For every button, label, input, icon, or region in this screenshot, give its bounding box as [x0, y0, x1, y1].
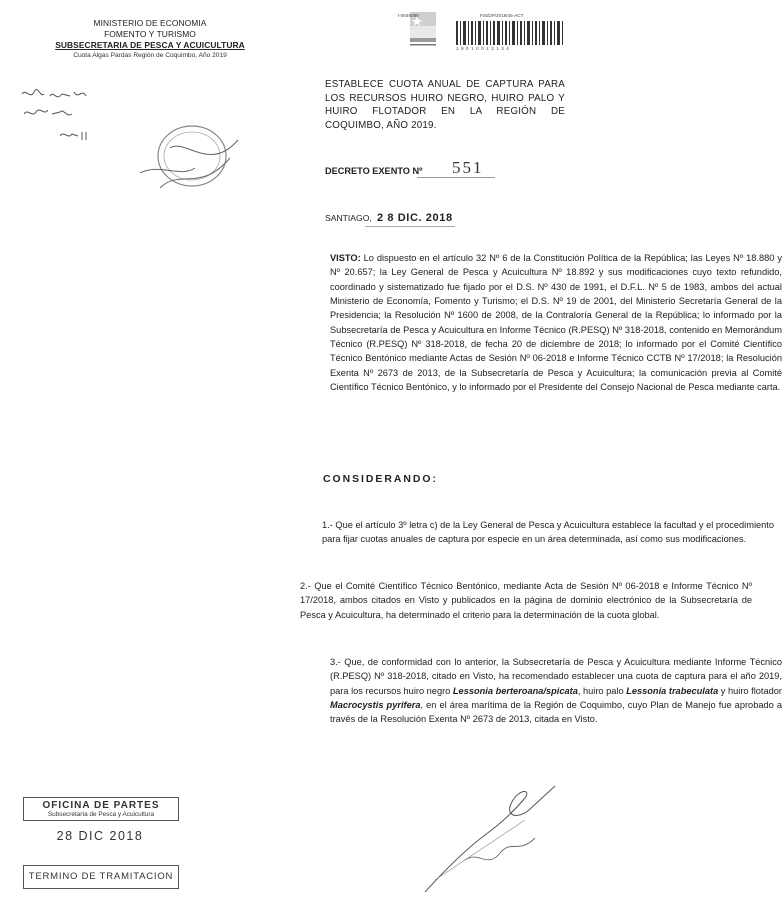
considerando-item-3: [100, 655, 782, 727]
item3-text-a: 3.- Que, de conformidad con lo anterior, la Subsecretaría de Pesca y Acuicultura mediante Informe Técnico (R.PESQ) Nº 318-2018, citado en Visto, ha recomendado establecer una cuota de captura para el año 2019, para los recursos huiro negro: [330, 657, 782, 696]
item3-text-c: y huiro flotador: [718, 685, 782, 696]
decreto-underline: [417, 177, 495, 178]
stamp-date: 28 DIC 2018: [56, 829, 144, 843]
considerando-item-2: 2.- Que el Comité Científico Técnico Bentónico, mediante Acta de Sesión Nº 06-2018 e Informe Técnico Nº 17/2018, ambos citados en Visto y publicados en la página de dominio electrónico de la Subsecretaría de Pesca y Acuicultura, ha determinado el criterio para la determinación de la cuota global.: [300, 581, 752, 620]
visto-paragraph: [100, 251, 782, 394]
barcode-left-label: I-0046089: [398, 13, 419, 18]
stamp-footer: TERMINO DE TRAMITACION: [28, 871, 174, 882]
decreto-number: 551: [452, 158, 484, 177]
barcode-area: [398, 13, 566, 53]
stamp-footer-box: [23, 865, 179, 889]
considerando-heading: CONSIDERANDO:: [323, 474, 438, 485]
ministry-name: MINISTERIO DE ECONOMIA: [93, 18, 207, 28]
species-name-2: Lessonia trabeculata: [626, 685, 719, 696]
stamp-title: OFICINA DE PARTES: [42, 800, 160, 811]
considerando-item-1: 1.- Que el artículo 3º letra c) de la Ley General de Pesca y Acuicultura establece la facultad y el procedimiento para fijar cuotas anuales de captura por especie en un área determinada, así como sus modificaciones.: [322, 520, 774, 545]
barcode-right-label: FIS/DP/2019/45-ACT: [480, 13, 524, 18]
decree-title: ESTABLECE CUOTA ANUAL DE CAPTURA PARA LOS RECURSOS HUIRO NEGRO, HUIRO PALO Y HUIRO FLOTADOR EN LA REGIÓN DE COQUIMBO, AÑO 2019.: [325, 79, 565, 131]
santiago-date: 2 8 DIC. 2018: [377, 212, 453, 224]
species-name-3: Macrocystis pyrifera: [330, 700, 421, 711]
stamp-header-box: [23, 797, 179, 821]
subsecretaria-name: SUBSECRETARIA DE PESCA Y ACUICULTURA: [55, 40, 245, 50]
item3-text-d: , en el área marítima de la Región de Coquimbo, cuyo Plan de Manejo fue aprobado a través de la Resolución Exenta Nº 2673 de 2013, citada en Visto.: [330, 700, 782, 725]
stamp-subtitle: Subsecretaría de Pesca y Acuicultura: [47, 811, 155, 818]
ministry-name-line2: FOMENTO Y TURISMO: [104, 29, 196, 39]
visto-keyword: VISTO:: [330, 253, 361, 263]
barcode-digits: 1 9 0 1 0 0 1 2 1 3 4: [456, 46, 510, 51]
species-name-1: Lessonia berteroana/spicata: [452, 685, 578, 696]
oficina-de-partes-stamp: [23, 797, 178, 888]
santiago-underline: [365, 226, 455, 227]
reference-note: Cuota Algas Pardas Región de Coquimbo, Año 2019: [73, 52, 227, 59]
visto-text: Lo dispuesto en el artículo 32 Nº 6 de la Constitución Política de la República; las Leyes Nº 18.880 y Nº 20.657; la Ley General de Pesca y Acuicultura Nº 18.892 y sus modificaciones cuyo texto refundido, coordinado y sistematizado fue fijado por el D.S. Nº 430 de 1991, el D.F.L. Nº 5 de 1983, ambos del actual Ministerio de Economía, Fomento y Turismo; el D.S. Nº 19 de 2001, del Ministerio Secretaría General de la Presidencia; la Resolución Nº 1600 de 2008, de la Contraloría General de la República; lo informado por la Subsecretaría de Pesca y Acuicultura en Informe Técnico (R.PESQ) Nº 318-2018, contenido en Memorándum Técnico (R.PESQ) Nº 318-2018, de fecha 20 de diciembre de 2018; lo informado por el Comité Científico Técnico Bentónico mediante Actas de Sesión Nº 06-2018 e Informe Técnico CCTB Nº 17/2018; la Resolución Exenta Nº 2673 de 2013, de la Subsecretaría de Pesca y Acuicultura; la comunicación previa al Comité Científico Técnico Bentónico, y lo informado por el Presidente del Consejo Nacional de Pesca mediante carta.: [330, 253, 782, 393]
decreto-label: DECRETO EXENTO Nº: [325, 166, 423, 176]
handwritten-initials: [20, 86, 110, 146]
santiago-label: SANTIAGO,: [325, 213, 372, 223]
item3-text-b: , huiro palo: [577, 685, 627, 696]
official-seal-icon: [120, 118, 270, 198]
signature-icon: [405, 780, 575, 900]
barcode-icon: [456, 21, 564, 45]
